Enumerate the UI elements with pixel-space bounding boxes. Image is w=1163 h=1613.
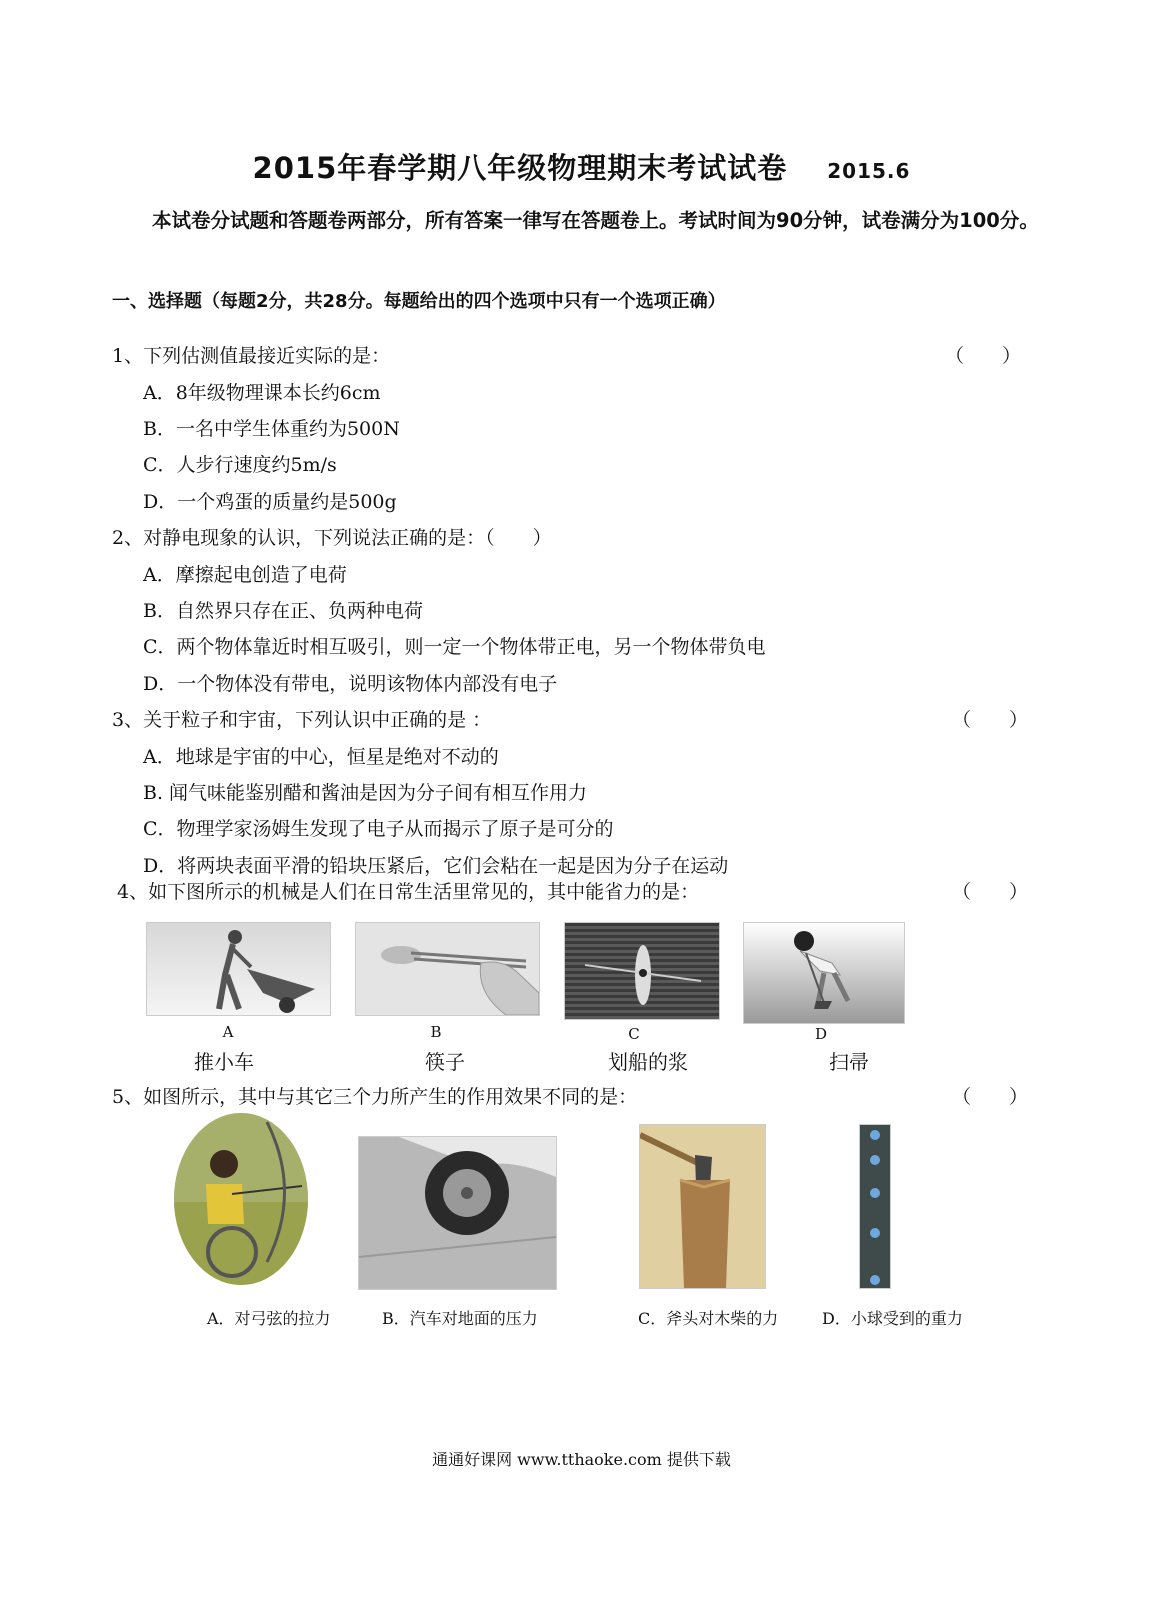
question-2-option-d: D．一个物体没有带电，说明该物体内部没有电子 bbox=[143, 673, 558, 695]
archer-image bbox=[172, 1112, 310, 1287]
image-letter-c: C bbox=[628, 1025, 640, 1043]
section-heading: 一、选择题（每题2分，共28分。每题给出的四个选项中只有一个选项正确） bbox=[112, 291, 726, 312]
answer-bracket: （ ） bbox=[952, 1086, 1029, 1108]
car-tire-image bbox=[358, 1136, 557, 1290]
question-2-option-a: A．摩擦起电创造了电荷 bbox=[143, 564, 347, 586]
image-letter-b: B bbox=[430, 1023, 442, 1041]
image-caption-c: 划船的浆 bbox=[608, 1050, 688, 1074]
question-1-option-a: A．8年级物理课本长约6cm bbox=[143, 382, 381, 404]
question-1-option-d: D．一个鸡蛋的质量约是500g bbox=[143, 491, 397, 513]
answer-bracket: （ ） bbox=[952, 881, 1029, 903]
page-footer: 通通好课网 www.tthaoke.com 提供下载 bbox=[432, 1450, 731, 1469]
rowing-boat-image bbox=[564, 922, 720, 1020]
figure-caption-c: C．斧头对木柴的力 bbox=[638, 1309, 779, 1328]
question-2-option-b: B．自然界只存在正、负两种电荷 bbox=[143, 600, 423, 622]
axe-wood-image bbox=[639, 1124, 766, 1289]
image-letter-a: A bbox=[222, 1023, 234, 1041]
question-2-stem: 2、对静电现象的认识，下列说法正确的是：（ ） bbox=[112, 527, 552, 549]
exam-date: 2015.6 bbox=[827, 159, 911, 183]
page-title bbox=[0, 146, 1163, 187]
chopsticks-image bbox=[355, 922, 540, 1016]
question-1-option-c: C．人步行速度约5m/s bbox=[143, 454, 337, 476]
image-caption-a: 推小车 bbox=[194, 1050, 254, 1074]
exam-title: 2015年春学期八年级物理期末考试试卷 bbox=[252, 151, 788, 185]
broom-sweeping-image bbox=[743, 922, 905, 1024]
figure-caption-a: A．对弓弦的拉力 bbox=[207, 1309, 331, 1328]
exam-instructions: 本试卷分试题和答题卷两部分，所有答案一律写在答题卷上。考试时间为90分钟，试卷满分为100分。 bbox=[152, 209, 1039, 232]
question-3-option-d: D．将两块表面平滑的铅块压紧后，它们会粘在一起是因为分子在运动 bbox=[143, 855, 729, 877]
figure-caption-b: B．汽车对地面的压力 bbox=[382, 1309, 538, 1328]
question-3-stem: 3、关于粒子和宇宙，下列认识中正确的是 ： bbox=[112, 709, 492, 731]
question-1-option-b: B．一名中学生体重约为500N bbox=[143, 418, 400, 440]
question-5-stem: 5、如图所示，其中与其它三个力所产生的作用效果不同的是： bbox=[112, 1086, 638, 1108]
answer-bracket: （ ） bbox=[945, 345, 1022, 367]
question-2-option-c: C．两个物体靠近时相互吸引，则一定一个物体带正电，另一个物体带负电 bbox=[143, 636, 766, 658]
figure-caption-d: D．小球受到的重力 bbox=[822, 1309, 963, 1328]
image-caption-d: 扫帚 bbox=[829, 1050, 869, 1074]
image-letter-d: D bbox=[814, 1025, 828, 1043]
question-3-option-a: A．地球是宇宙的中心，恒星是绝对不动的 bbox=[143, 746, 499, 768]
question-1-stem: 1、下列估测值最接近实际的是： bbox=[112, 345, 391, 367]
wheelbarrow-image bbox=[146, 922, 331, 1016]
question-3-option-b: B. 闻气味能鉴别醋和酱油是因为分子间有相互作用力 bbox=[143, 782, 588, 804]
answer-bracket: （ ） bbox=[952, 709, 1029, 731]
question-3-option-c: C．物理学家汤姆生发现了电子从而揭示了原子是可分的 bbox=[143, 818, 614, 840]
image-caption-b: 筷子 bbox=[425, 1050, 465, 1074]
falling-balls-image bbox=[859, 1124, 891, 1289]
question-4-stem: 4、如下图所示的机械是人们在日常生活里常见的，其中能省力的是： bbox=[117, 881, 700, 903]
